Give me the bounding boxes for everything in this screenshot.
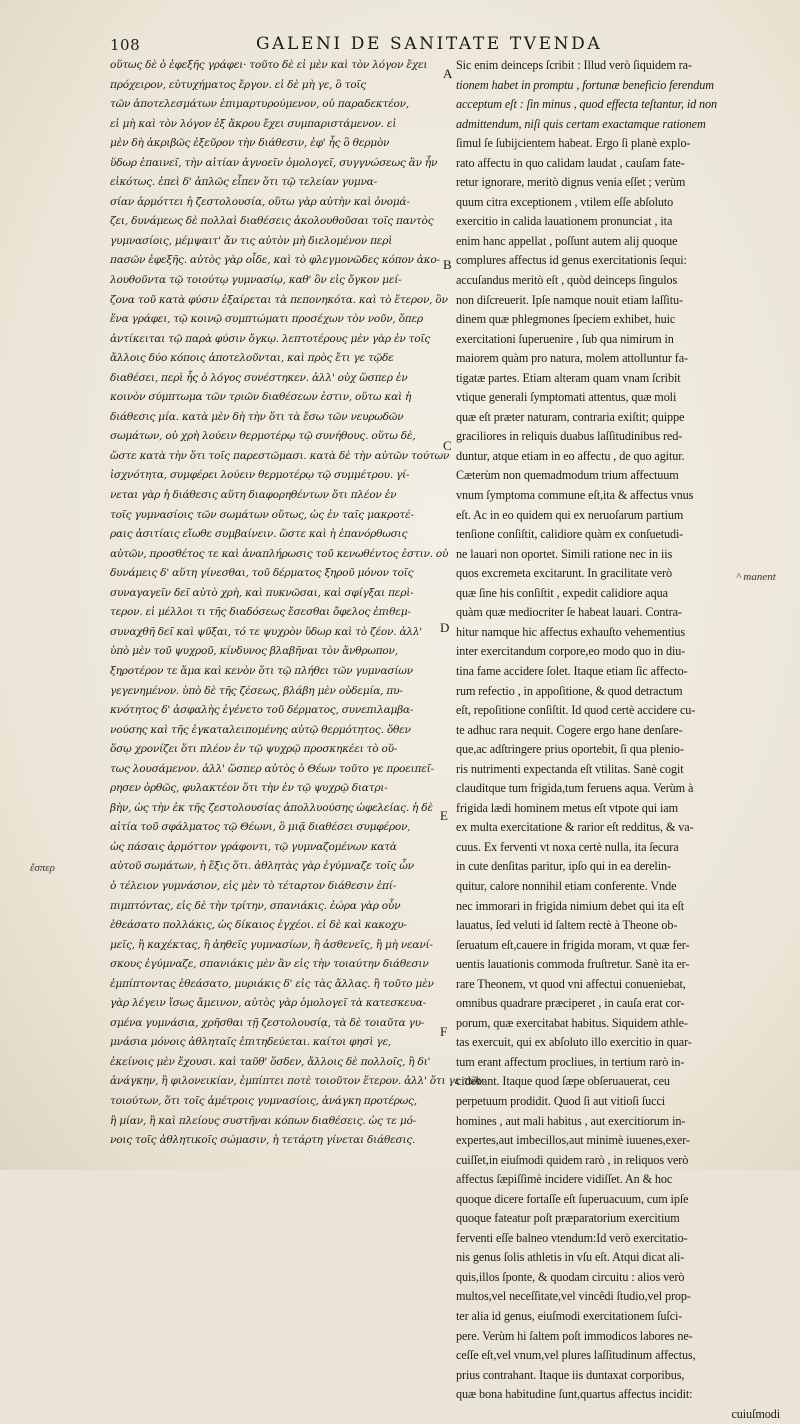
latin-line: ne lauari non oportet. Simili ratione nec in iis	[456, 546, 673, 561]
latin-line: clauditque tum frigida,tum feruens aqua. Verùm à	[456, 781, 694, 796]
greek-line: γεγενημένον. ὑπὸ δὲ τῆς ζέσεως, βλάβη μὲν οὐδεμία, πυ-	[110, 684, 403, 697]
greek-line: νεται γὰρ ἡ διάθεσις αὕτη διαφορηθέντων ὅτι πλέον ἐν	[110, 489, 397, 502]
latin-line: lauatus, ſed veluti id ſaltem rectè à Theone ob-	[456, 918, 678, 933]
greek-line: εἰκότως. ἐπεὶ δ' ἁπλῶς εἶπεν ὅτι τῷ τελείαν γυμνα-	[110, 176, 377, 189]
latin-line: prius contrahant. Itaque iis duntaxat corporibus,	[456, 1367, 685, 1382]
latin-line: tas exercuit, qui ex abſoluto illo exercitio in quar-	[456, 1035, 692, 1050]
greek-line: ἐμπίπτοντας ἑθεάσατο, μυριάκις δ' εἰς τὰς ἄλλας. ἢ τοῦτο μὲν	[110, 977, 434, 990]
greek-line: αἰτία τοῦ σφάλματος τῷ Θέωνι, ὃ μιᾷ διαθέσει συμφέρον,	[110, 821, 411, 834]
greek-line: βὴν, ὡς τὴν ἐκ τῆς ζεστολουσίας ἀπολλυούσης ὠφελείας. ἡ δὲ	[110, 801, 433, 814]
section-letter-a: A	[443, 66, 453, 81]
latin-line: quæ bona habitudine ſunt,quartus affectus incidit:	[456, 1387, 693, 1402]
greek-line: ὑπὸ μὲν τοῦ ψυχροῦ, κίνδυνος βλαβῆναι τὸν ἄνθρωπον,	[110, 645, 398, 658]
greek-line: πιμπτόντας, εἰς δὲ τὴν τρίτην, σπανιάκις. ἐώρα γὰρ οὖν	[110, 899, 401, 912]
latin-line: quoque fateatur poſt præparatorium exercitium	[456, 1211, 680, 1226]
latin-line: rare Theonem, vt quod vni affectui conueniebat,	[456, 976, 686, 991]
greek-line: γυμνασίοις, μέμψαιτ' ἄν τις αὐτὸν μὴ διελομένον περὶ	[110, 234, 393, 247]
latin-line: quàm quæ mediocriter ſe habeat lauari. Contra-	[456, 605, 682, 620]
latin-line: tina fame accidere ſolet. Itaque etiam ſic affecto-	[456, 663, 688, 678]
greek-line: διαθέσει, περὶ ἧς ὁ λόγος συνέστηκεν. ἀλλ' οὐχ ὥσπερ ἐν	[110, 371, 408, 384]
greek-line: αὐτοῦ σωμάτων, ἡ ἕξις ὅτι. ἀθλητὰς γὰρ ἐγύμναζε τοῖς ὧν	[110, 860, 414, 873]
latin-line: acceptum eſt : ſin minus , quod effecta teſtantur, id non	[456, 97, 718, 112]
latin-line: vtique generali ſymptomati attentus, quæ moli	[456, 390, 677, 405]
latin-line: ter alia id genus, eiuſmodi exercitationem ſuſci-	[456, 1309, 683, 1323]
latin-line: quum citra exceptionem , vtilem eſſe abſoluto	[456, 194, 674, 209]
latin-line: pere. Verùm hi ſaltem poſt immodicos labores ne-	[456, 1328, 693, 1343]
latin-line: hitur namque hic affectus exhauſto vehementius	[456, 624, 686, 639]
greek-line: ἕνα γράφει, τῷ κοινῷ συμπτώματι προσέχων τὸν νοῦν, ὅπερ	[110, 313, 423, 326]
latin-line: graciliores in reliquis duabus laſſitudinibus red-	[456, 429, 683, 444]
latin-line: vnum ſymptoma commune eſt,ita & affectus vnus	[456, 488, 694, 503]
greek-line: ξηροτέρον τε ἅμα καὶ κενὸν ὅτι τῷ πλήθει τῶν γυμνασίων	[110, 664, 413, 677]
latin-line: retur ignorare, meritò dignus venia eſſet ; verùm	[456, 175, 686, 190]
greek-line: ρησεν ὀρθῶς, φυλακτέον ὅτι τὴν ἐν τῷ ψυχρῷ διατρι-	[110, 782, 388, 795]
page-number: 108	[110, 36, 141, 54]
greek-line: σωμάτων, οὐ χρὴ λούειν θερμοτέρῳ τῷ συνήθους. οὕτω δὲ,	[110, 430, 416, 443]
greek-line: ὡς πάσαις ἁρμόττον γράφοντι, τῷ γυμναζομένων κατὰ	[110, 840, 397, 853]
section-letter-c: C	[443, 438, 452, 453]
section-letter-b: B	[443, 257, 452, 272]
greek-line: σμένα γυμνάσια, χρῆσθαι τῇ ζεστολουσίᾳ, τὰ δὲ τοιαῦτα γυ-	[110, 1016, 425, 1029]
greek-line: ἀνάγκην, ἢ φιλονεικίαν, ἐμπίπτει ποτὲ τοιοῦτον ἕτερον. ἀλλ' ὅτι γε τῶν	[110, 1075, 484, 1088]
greek-line: τερον. εἰ μέλλοι τι τῆς διαδόσεως ἔσεσθαι ὄφελος ἐπιθεμ-	[110, 606, 411, 619]
greek-line: ζονα τοῦ κατὰ φύσιν ἐξαίρεται τὰ πεπονηκότα. καὶ τὸ ἕτερον, ὃν	[110, 293, 448, 306]
greek-line: μνάσια μόνοις ἀθληταῖς ἐπιτηδεύεται. καίτοι φησὶ γε,	[110, 1036, 391, 1049]
latin-line: tum erant affectum procliues, in tertium rarò in-	[456, 1054, 685, 1069]
latin-line: eſt. Ac in eo quidem qui ex neruoſarum partium	[456, 507, 684, 522]
section-letter-e: E	[440, 808, 448, 823]
left-margin-note: ἔσπερ	[30, 862, 55, 874]
latin-line: porum, quæ exercitabat habitus. Siquidem athle-	[456, 1015, 688, 1030]
greek-line: μεῖς, ἢ καχέκτας, ἢ ἀηθεῖς γυμνασίων, ἢ ἀσθενεῖς, ἢ μὴ νεανί-	[110, 938, 433, 951]
latin-line: Sic enim deinceps ſcribit : Illud verò ſiquidem ra-	[456, 58, 692, 72]
latin-line: non diſcreuerit. Ipſe namque nouit etiam laſſitu-	[456, 292, 683, 307]
latin-line: exercitationi ſuperuenire , ſub qua nimirum in	[456, 331, 674, 346]
latin-line: complures affectus id genus exercitationis ſequi:	[456, 253, 687, 268]
catchword: cuiuſmodi	[731, 1406, 780, 1421]
latin-line: ex multa exercitatione & rarior eſt redditus, & va-	[456, 820, 694, 835]
greek-line: κοινὸν σύμπτωμα τῶν τριῶν διαθέσεων ἐστιν, οὕτω καὶ ἡ	[110, 391, 412, 404]
latin-line: affectus ſæpiſſimè incidere vidiſſet. An & hoc	[456, 1172, 673, 1187]
greek-text-column	[110, 56, 484, 1151]
latin-line: admittendum, niſi quis certam exactamque rationem	[456, 116, 706, 131]
latin-line: tigatæ partes. Etiam alteram quam vnam ſcribit	[456, 370, 681, 385]
greek-line: ραις ἀσιτίαις εἴωθε συμβαίνειν. ὥστε καὶ ἡ ἐπανόρθωσις	[110, 528, 408, 541]
latin-line: dinem quæ phlegmones ſpeciem exhibet, huic	[456, 312, 676, 327]
section-letter-f: F	[440, 1024, 448, 1039]
latin-line: ferventi eſſe balneo vtendum:Id verò exercitatio-	[456, 1230, 688, 1245]
section-letter-d: D	[440, 620, 450, 635]
latin-line: exercitio in calida lauationem pronunciat , ita	[456, 214, 673, 229]
greek-line: πασῶν ἐφεξῆς. αὐτὸς γὰρ οἶδε, καὶ τὸ φλεγμονῶδες κόπον ἀκο-	[110, 254, 440, 267]
greek-line: τῶν ἀποτελεσμάτων ἐπιμαρτυρούμενον, οὐ παραδεκτέον,	[110, 98, 409, 111]
greek-line: λουθοῦντα τῷ τοιούτῳ γυμνασίῳ, καθ' ὃν εἰς ὄγκον μεί-	[110, 274, 402, 287]
greek-line: ζει, δυνάμεως δὲ πολλαὶ διαθέσεις ἀκολουθοῦσαι τοῖς παντὸς	[110, 215, 434, 228]
greek-line: γὰρ λέγειν ἴσως ἄμεινον, αὐτὸς γὰρ ὁμολογεῖ τὰ κατεσκευα-	[110, 997, 426, 1010]
latin-line: ſimul ſe ſubijcientem habeat. Ergo ſi planè explo-	[456, 136, 691, 151]
greek-line: συναχθῆ δεῖ καὶ ψῦξαι, τό τε ψυχρὸν ὕδωρ καὶ τὸ ζέον. ἀλλ'	[110, 625, 422, 638]
latin-line: inter exercitandum corpore,eo modo quo in diu-	[456, 644, 686, 659]
latin-line: cuiſſet,in eiuſmodi quidem rarò , in reliquos verò	[456, 1152, 689, 1167]
latin-text-column	[456, 56, 780, 1424]
greek-line: οὕτως δὲ ὁ ἐφεξῆς γράφει· τοῦτο δὲ εἰ μὲν καὶ τὸν λόγον ἔχει	[110, 59, 428, 71]
latin-line: perpetuum prodidit. Quod ſi aut vitioſi ſucci	[456, 1093, 666, 1108]
latin-line: maiorem quàm pro natura, molem attolluntur fa-	[456, 351, 688, 366]
latin-line: expertes,aut imbecillos,aut minimè iuuenes,exer-	[456, 1133, 690, 1148]
latin-line: eſt, repoſitione conſiſtit. Id quod certè accidere cu-	[456, 703, 696, 718]
latin-line: enim hanc appellat , poſſunt autem alij quoque	[456, 233, 678, 248]
latin-line: que,ac adſtringere prius oportebit, ſi qua plenio-	[456, 742, 684, 757]
latin-line: ſeruatum eſt,cauere in frigida moram, vt quæ fer-	[456, 937, 690, 952]
greek-line: πρόχειρον, εὐτυχήματος ἔργον. εἰ δὲ μὴ γε, ὃ τοῖς	[110, 78, 366, 91]
greek-line: ἄλλοις δύο κόποις ἀποτελοῦνται, καὶ πρὸς ἔτι γε τῷδε	[110, 352, 394, 365]
greek-line: διάθεσις μία. κατὰ μὲν δὴ τὴν ὅτι τὰ ἔσω τῶν νευρωδῶν	[110, 410, 404, 423]
latin-line: nis genus ſolis athletis in vſu eſt. Atqui dicat ali-	[456, 1250, 685, 1265]
greek-line: σκους ἐγύμναζε, σπανιάκις μὲν ἂν εἰς τὴν τοιαύτην διάθεσιν	[110, 958, 429, 971]
latin-line: ris nutrimenti expectanda eſt vtilitas. Sanè cogit	[456, 761, 684, 776]
greek-line: δυνάμεις δ' αὕτη γίνεσθαι, τοῦ δέρματος ξηροῦ μόνον τοῖς	[110, 567, 414, 580]
latin-line: cuus. Ex ferventi vt noxa certè nulla, ita ſecura	[456, 839, 679, 854]
latin-line: tionem habet in promptu , fortunæ beneficio ferendum	[456, 77, 714, 92]
latin-line: quos excremeta excitarunt. In gracilitate verò	[456, 566, 673, 581]
greek-line: ὕδωρ ἐπαινεῖ, τὴν αἰτίαν ἀγνοεῖν ὁμολογεῖ, συγγνώσεως ἂν ἦν	[110, 156, 438, 169]
greek-line: τοῖς γυμνασίοις τῶν σωμάτων οὕτως, ὡς ἐν ταῖς μακροτέ-	[110, 508, 414, 521]
latin-line: Cæterùm non quemadmodum trium affectuum	[456, 468, 679, 483]
latin-line: nec immorari in frigida nimium debet qui ita eſt	[456, 898, 685, 913]
latin-line: ceſſe eſt,vel vnum,vel plures laſſitudinum affectus,	[456, 1348, 696, 1363]
latin-line: tenſione conſiſtit, calidiore quàm ex conſuetudi-	[456, 527, 684, 542]
greek-line: συναγαγεῖν δεῖ αὐτὸ χρὴ, καὶ πυκνῶσαι, καὶ σφίγξαι περὶ-	[110, 586, 414, 599]
latin-line: homines , aut mali habitus , aut exercitiorum in-	[456, 1113, 686, 1128]
latin-line: duntur, atque etiam in eo affectu , de quo agitur.	[456, 448, 685, 463]
latin-line: frigida lædi hominem metus eſt vtpote qui iam	[456, 800, 678, 815]
greek-line: ὥστε κατὰ τὴν ὅτι τοῖς παρεστῶμασι. κατὰ δὲ τὴν αὐτῶν τούτων	[110, 449, 450, 462]
latin-line: multos,vel neceſſitate,vel vincêdi ſtudio,vel prop-	[456, 1289, 691, 1304]
latin-line: quoque dicere fortaſſe eſt ſuperuacuum, cum ipſe	[456, 1191, 689, 1206]
latin-line: quis,illos ſponte, & quodam circuitu : alios verò	[456, 1269, 685, 1284]
greek-line: νοις τοῖς ἀθλητικοῖς σώμασιν, ἡ τετάρτη γίνεται διάθεσις.	[110, 1134, 416, 1147]
greek-line: αὐτῶν, προσθέτος τε καὶ ἀναπλήρωσις τοῦ κενωθέντος ἐστιν. οὐ	[110, 547, 449, 560]
greek-line: μὲν δὴ ἀκριβῶς ἐξεῦρον τὴν διάθεσιν, ἐφ' ἧς ὃ θερμὸν	[110, 137, 390, 150]
latin-line: uentis lauationis commoda fruſtretur. Sanè ita er-	[456, 957, 690, 972]
latin-line: accuſandus meritò eſt , quòd deinceps ſingulos	[456, 273, 678, 288]
greek-line: τοιούτων, ὅτι τοῖς ἀμέτροις γυμνασίοις, ἀνάγκη προτέρως,	[110, 1094, 417, 1107]
greek-line: νούσης καὶ τῆς ἐγκαταλειπομένης αὐτῷ θερμότητος. ὅθεν	[110, 723, 411, 736]
latin-line: quitur, calore nonnihil etiam conferente. Vnde	[456, 878, 677, 893]
greek-line: ἀντίκειται τῷ παρὰ φύσιν ὄγκῳ. λεπτοτέρους μὲν γὰρ ἐν τοῖς	[110, 332, 431, 345]
greek-line: κνότητος δ' ἀσφαλὴς ἐγένετο τοῦ δέρματος, συνεπιλαμβα-	[110, 704, 414, 717]
latin-line: rato affectu in quo calidam laudat , cauſam fate-	[456, 155, 685, 170]
latin-line: te adhuc rara nequit. Cogere ergo hane denſare-	[456, 722, 683, 737]
latin-line: in cute denſitas paritur, ipſo qui in ea derelin-	[456, 859, 671, 874]
greek-line: σίαν ἁρμόττει ἡ ζεστολουσία, οὕτω γὰρ αὐτὴν καὶ ὀνομά-	[110, 195, 410, 208]
greek-line: ὁ τέλειον γυμνάσιον, εἰς μὲν τὸ τέταρτον διάθεσιν ἐπί-	[110, 879, 396, 892]
latin-line: rum refectio , in appoſitione, & quod detractum	[456, 683, 683, 698]
greek-line: εἰ μὴ καὶ τὸν λόγον ἐξ ἄκρου ἔχει συμπαριστάμενον. εἰ	[110, 117, 397, 130]
latin-line: quæ eſt præter naturam, contraria exiſtit; quippe	[456, 409, 685, 424]
greek-line: τως λουσάμενον. ἀλλ' ὥσπερ αὐτὸς ὁ Θέων τοῦτο γε προειπεῖ-	[110, 762, 434, 775]
running-title: GALENI DE SANITATE TVENDA	[256, 34, 603, 54]
greek-line: ἰσχνότητα, συμφέρει λούειν θερμοτέρῳ τῷ συμμέτρου. γί-	[110, 469, 410, 482]
latin-line: omnibus quadrare præciperet , in cauſa erat cor-	[456, 996, 685, 1011]
greek-line: ὅσῳ χρονίζει ὅτι πλέον ἐν τῷ ψυχρῷ προσκηκέει τὸ οὕ-	[110, 743, 398, 756]
right-margin-note: ^ manent	[736, 571, 776, 583]
greek-line: ἑθεάσατο πολλάκις, ὡς δίκαιος ἐγχέοι. εἰ δὲ καὶ κακοχυ-	[110, 919, 407, 932]
greek-line: ἢ μίαν, ἢ καὶ πλείους συστῆναι κόπων διαθέσεις. ὡς τε μό-	[110, 1114, 416, 1127]
latin-line: quæ ſine his conſiſtit , expedit calidiore aqua	[456, 585, 668, 600]
latin-line: cidebant. Itaque quod ſæpe obſeruauerat, ceu	[456, 1074, 670, 1089]
greek-line: ἐκείνοις μὲν ἔχουσι. καὶ ταῦθ' ὅσδεν, ἄλλοις δὲ πολλοῖς, ἢ δι'	[110, 1055, 431, 1068]
